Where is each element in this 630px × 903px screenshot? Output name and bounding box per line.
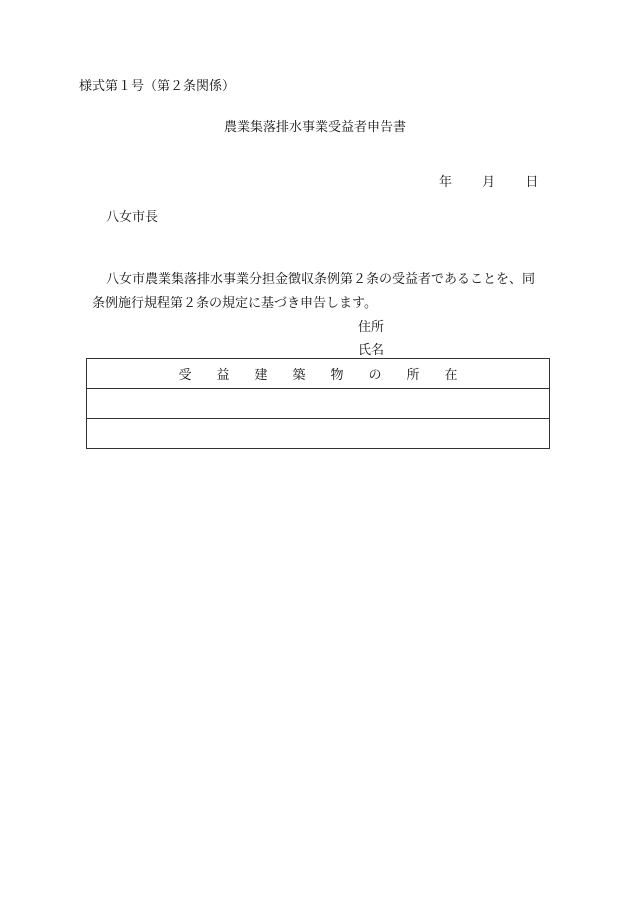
table-row [87,389,550,419]
name-label: 氏名 [358,343,385,358]
table-row [87,419,550,449]
header-char: 建 [254,368,268,383]
date-line [439,176,538,189]
header-char: 益 [216,368,230,383]
address-label: 住所 [358,320,385,335]
table-header-text [87,364,549,383]
date-day-label: 日 [525,175,539,190]
header-char: 所 [406,368,420,383]
table-cell-row-1[interactable] [87,389,550,419]
building-location-table [86,358,550,449]
document-title: 農業集落排水事業受益者申告書 [223,120,406,135]
table-cell-row-2[interactable] [87,419,550,449]
body-text-line-1: 八女市農業集落排水事業分担金徴収条例第２条の受益者であることを、同 [106,272,536,287]
header-char: 物 [330,368,344,383]
date-year-label: 年 [439,175,453,190]
header-char: 在 [444,368,458,383]
form-number: 様式第１号（第２条関係） [79,79,236,94]
body-text-line-2: 条例施行規程第２条の規定に基づき申告します。 [92,296,377,311]
addressee: 八女市長 [106,210,159,225]
date-month-label: 月 [482,175,496,190]
header-char: の [368,368,382,383]
header-char: 築 [292,368,306,383]
header-char: 受 [178,368,192,383]
table-header [87,359,550,389]
